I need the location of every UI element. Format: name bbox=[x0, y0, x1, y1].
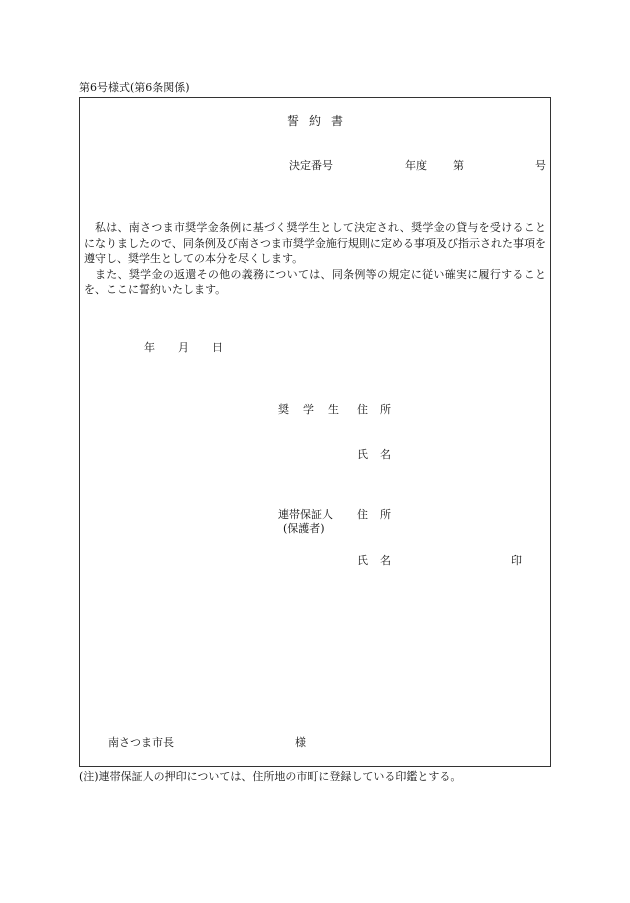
pledge-paragraph-1: 私は、南さつま市奨学金条例に基づく奨学生として決定され、奨学金の貸与を受けることになりましたので、同条例及び南さつま市奨学金施行規則に定める事項及び指示された事項を遵守し、奨学生としての本分を尽くします。 bbox=[84, 221, 546, 265]
guarantor-address-label: 住所 bbox=[357, 508, 403, 521]
guarantor-role-label: 連帯保証人 bbox=[278, 508, 333, 521]
student-name-label: 氏名 bbox=[357, 448, 403, 461]
mayor-addressee-label: 南さつま市長 bbox=[108, 736, 174, 749]
form-frame bbox=[79, 97, 551, 767]
pledge-body bbox=[84, 220, 546, 298]
document-title: 誓約書 bbox=[287, 114, 354, 128]
date-day-label: 日 bbox=[212, 341, 223, 354]
form-number-label: 第6号様式(第6条関係) bbox=[79, 81, 190, 94]
date-month-label: 月 bbox=[178, 341, 189, 354]
mayor-sama-label: 様 bbox=[295, 736, 306, 749]
decision-year-label: 年度 bbox=[405, 159, 427, 172]
guarantor-seal-label: 印 bbox=[511, 554, 522, 567]
guarantor-name-label: 氏名 bbox=[357, 554, 403, 567]
date-year-label: 年 bbox=[144, 341, 155, 354]
decision-go-label: 号 bbox=[535, 159, 546, 172]
guarantor-role-sub-label: (保護者) bbox=[283, 522, 325, 535]
student-address-label: 住所 bbox=[357, 403, 403, 416]
decision-dai-label: 第 bbox=[453, 159, 464, 172]
student-role-label: 奨学生 bbox=[278, 403, 353, 416]
decision-number-label: 決定番号 bbox=[289, 159, 333, 172]
footnote: (注)連帯保証人の押印については、住所地の市町に登録している印鑑とする。 bbox=[79, 770, 462, 783]
pledge-paragraph-2: また、奨学金の返還その他の義務については、同条例等の規定に従い確実に履行することを、ここに誓約いたします。 bbox=[84, 267, 546, 296]
